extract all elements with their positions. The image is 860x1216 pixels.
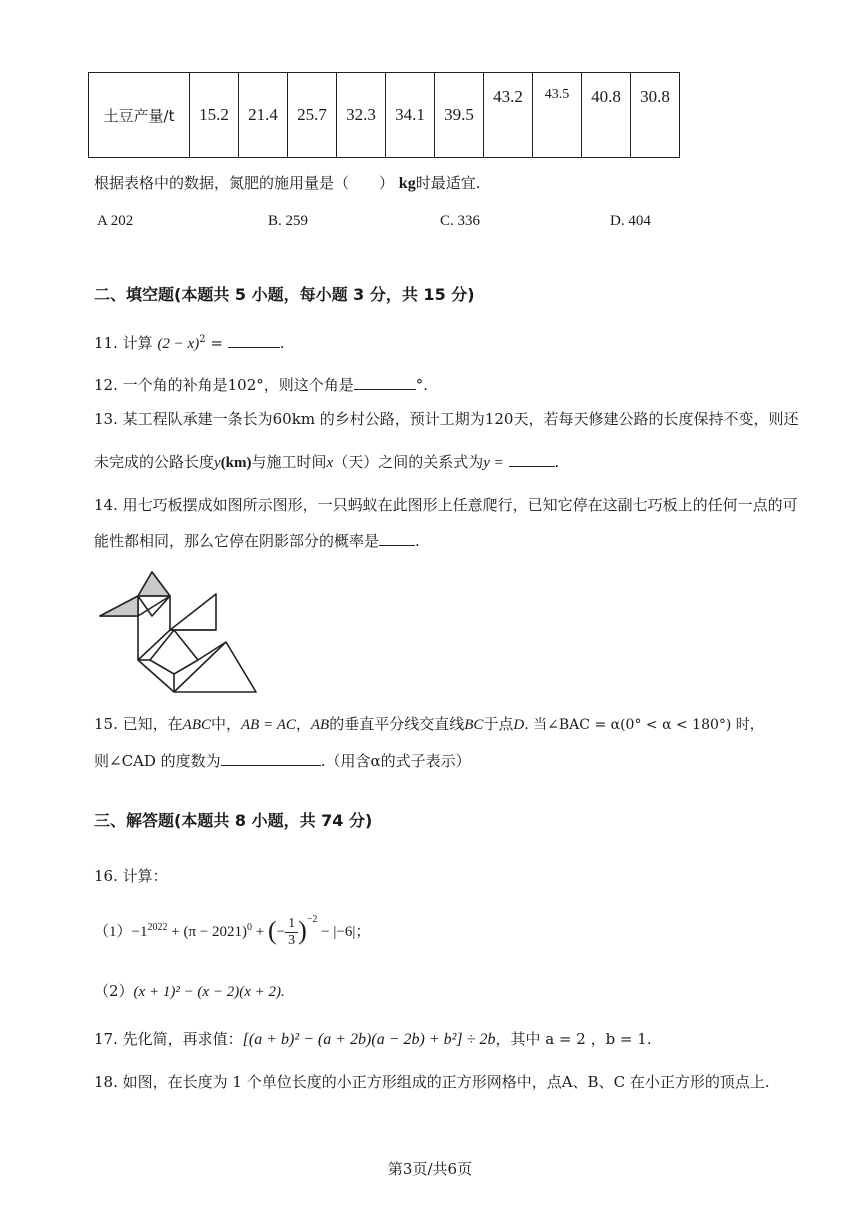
answer-blank bbox=[354, 375, 416, 390]
q10-stem: 根据表格中的数据，氮肥的施用量是（ ） kg时最适宜. bbox=[94, 174, 481, 192]
tangram-wing-triangle bbox=[170, 594, 216, 630]
table-cell: 21.4 bbox=[239, 73, 288, 158]
table-cell: 43.5 bbox=[533, 73, 582, 158]
table-cell: 43.2 bbox=[484, 73, 533, 158]
table-header-cell: 土豆产量/t bbox=[89, 73, 190, 158]
question-14-line1: 14. 用七巧板摆成如图所示图形，一只蚂蚁在此图形上任意爬行，已知它停在这副七巧板上的任何一点的可 bbox=[94, 496, 798, 514]
question-17: 17. 先化简，再求值：[(a + b)² − (a + 2b)(a − 2b) + b²] ÷ 2b，其中 a = 2 ，b = 1. bbox=[94, 1030, 652, 1048]
option-d: D. 404 bbox=[610, 213, 651, 229]
answer-blank bbox=[228, 333, 280, 348]
question-16: 16. 计算： bbox=[94, 867, 168, 885]
section-2-title: 二、填空题(本题共 5 小题，每小题 3 分，共 15 分) bbox=[94, 285, 475, 304]
question-12: 12. 一个角的补角是102°，则这个角是 °. bbox=[94, 376, 429, 394]
question-15-line1: 15. 已知，在ABC中，AB = AC，AB的垂直平分线交直线BC于点D. 当∠BAC = α(0° < α < 180°) 时， bbox=[94, 715, 764, 733]
tangram-parallelogram bbox=[100, 596, 138, 616]
table-cell: 34.1 bbox=[386, 73, 435, 158]
option-b: B. 259 bbox=[268, 213, 309, 229]
question-13-line1: 13. 某工程队承建一条长为60km 的乡村公路，预计工期为120天，若每天修建公路的长度保持不变，则还 bbox=[94, 410, 799, 428]
answer-blank bbox=[379, 531, 415, 546]
question-15-line2: 则∠CAD 的度数为 .（用含α的式子表示） bbox=[94, 752, 471, 770]
page-number: 第3页/共6页 bbox=[387, 1160, 473, 1178]
question-18: 18. 如图，在长度为 1 个单位长度的小正方形组成的正方形网格中，点A、B、C 在小正方形的顶点上. bbox=[94, 1073, 770, 1091]
table-row bbox=[89, 73, 680, 158]
tangram-neck bbox=[138, 596, 170, 660]
fraction: $\frac{1}{3}$ bbox=[285, 916, 298, 949]
question-16-part1: $(1)-1^{2022} + (\pi - 2021)^0$ + (− $\frac{1}{3}$ )$^{-2}$ − |−6|； bbox=[94, 914, 371, 949]
tangram-figure bbox=[98, 570, 258, 698]
option-c: C. 336 bbox=[440, 213, 481, 229]
table-cell: 40.8 bbox=[582, 73, 631, 158]
section-3-title: 三、解答题(本题共 8 小题，共 74 分) bbox=[94, 811, 373, 830]
table-cell: 15.2 bbox=[190, 73, 239, 158]
answer-blank bbox=[509, 452, 555, 467]
answer-blank bbox=[221, 751, 321, 766]
table-cell: 39.5 bbox=[435, 73, 484, 158]
question-11: 11. 计算 $(2 - x)^2$ = . bbox=[94, 334, 285, 352]
tangram-shaded-small-triangle bbox=[138, 572, 170, 596]
potato-yield-table bbox=[88, 72, 680, 158]
question-13-line2: 未完成的公路长度y(km)与施工时间x（天）之间的关系式为y = . bbox=[94, 453, 560, 471]
question-14-line2: 能性都相同，那么它停在阴影部分的概率是 . bbox=[94, 532, 420, 550]
option-a: A 202 bbox=[97, 213, 134, 229]
table-cell: 30.8 bbox=[631, 73, 680, 158]
question-16-part2: （2）(x + 1)² − (x − 2)(x + 2). bbox=[94, 982, 285, 1000]
table-cell: 25.7 bbox=[288, 73, 337, 158]
table-cell: 32.3 bbox=[337, 73, 386, 158]
tangram-body-square bbox=[150, 630, 198, 674]
